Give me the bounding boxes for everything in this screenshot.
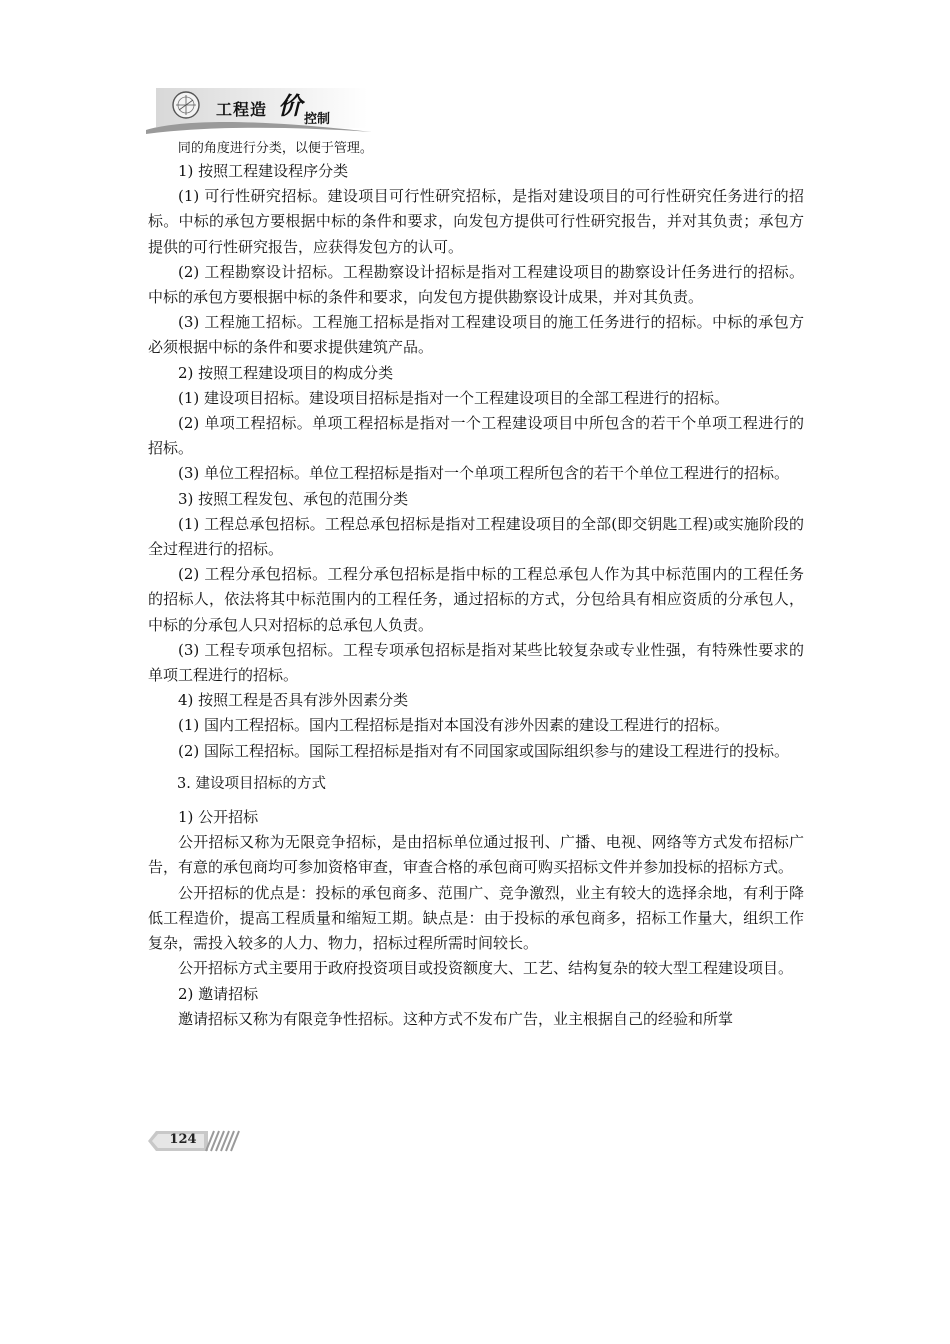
paragraph: 同的角度进行分类，以便于管理。 (177, 141, 373, 156)
page-body (148, 139, 804, 1032)
paragraph: (1) 建设项目招标。建设项目招标是指对一个工程建设项目的全部工程进行的招标。 (178, 388, 730, 407)
paragraph: 公开招标又称为无限竞争招标，是由招标单位通过报刊、广播、电视、网络等方式发布招标广告，有意的承包商均可参加资格审查，审查合格的承包商可购买招标文件并参加投标的招标方式。 (148, 833, 804, 877)
logo-text-sub: 控制 (304, 112, 331, 127)
paragraph: 1) 公开招标 (178, 808, 259, 827)
logo-text-main: 工程造 (216, 100, 268, 119)
paragraph: 1) 按照工程建设程序分类 (178, 162, 349, 180)
paragraph: (1) 工程总承包招标。工程总承包招标是指对工程建设项目的全部(即交钥匙工程)或实施阶段的全过程进行的招标。 (148, 514, 804, 559)
paragraph: (2) 单项工程招标。单项工程招标是指对一个工程建设项目中所包含的若干个单项工程进行的招标。 (148, 414, 804, 458)
paragraph: 公开招标方式主要用于政府投资项目或投资额度大、工艺、结构复杂的较大型工程建设项目。 (178, 959, 794, 978)
paragraph: (1) 可行性研究招标。建设项目可行性研究招标，是指对建设项目的可行性研究任务进行的招标。中标的承包方要根据中标的条件和要求，向发包方提供可行性研究报告，并对其负责；承包方提供的可行性研究报告，应获得发包方的认可。 (148, 187, 804, 256)
section-heading: 3. 建设项目招标的方式 (177, 775, 326, 792)
paragraph: 3) 按照工程发包、承包的范围分类 (178, 489, 409, 508)
paragraph: (2) 工程勘察设计招标。工程勘察设计招标是指对工程建设项目的勘察设计任务进行的招标。中标的承包方要根据中标的条件和要求，向发包方提供勘察设计成果，并对其负责。 (148, 262, 804, 307)
page-footer (146, 1127, 246, 1155)
paragraph: 2) 按照工程建设项目的构成分类 (178, 363, 394, 382)
paragraph: (3) 工程施工招标。工程施工招标是指对工程建设项目的施工任务进行的招标。中标的承包方必须根据中标的条件和要求提供建筑产品。 (148, 313, 804, 357)
paragraph: 公开招标的优点是：投标的承包商多、范围广、竞争激烈，业主有较大的选择余地，有利于降低工程造价，提高工程质量和缩短工期。缺点是：由于投标的承包商多，招标工作量大，组织工作复杂，需投入较多的人力、物力，招标过程所需时间较长。 (148, 883, 804, 953)
page-number: 124 (169, 1132, 197, 1147)
paragraph: 邀请招标又称为有限竞争性招标。这种方式不发布广告，业主根据自己的经验和所掌 (178, 1009, 734, 1028)
paragraph: 2) 邀请招标 (178, 984, 259, 1003)
paragraph: (2) 工程分承包招标。工程分承包招标是指中标的工程总承包人作为其中标范围内的工程任务的招标人，依法将其中标范围内的工程任务，通过招标的方式，分包给具有相应资质的分承包人，中标的分承包人只对招标的总承包人负责。 (148, 565, 804, 634)
paragraph: (1) 国内工程招标。国内工程招标是指对本国没有涉外因素的建设工程进行的招标。 (178, 716, 730, 735)
paragraph: (3) 工程专项承包招标。工程专项承包招标是指对某些比较复杂或专业性强，有特殊性要求的单项工程进行的招标。 (148, 640, 804, 685)
header-logo (146, 82, 376, 138)
paragraph: (2) 国际工程招标。国际工程招标是指对有不同国家或国际组织参与的建设工程进行的投标。 (178, 741, 790, 760)
paragraph: 4) 按照工程是否具有涉外因素分类 (178, 691, 409, 710)
paragraph: (3) 单位工程招标。单位工程招标是指对一个单项工程所包含的若干个单位工程进行的招标。 (178, 464, 790, 483)
logo-text-accent: 价 (278, 92, 302, 120)
